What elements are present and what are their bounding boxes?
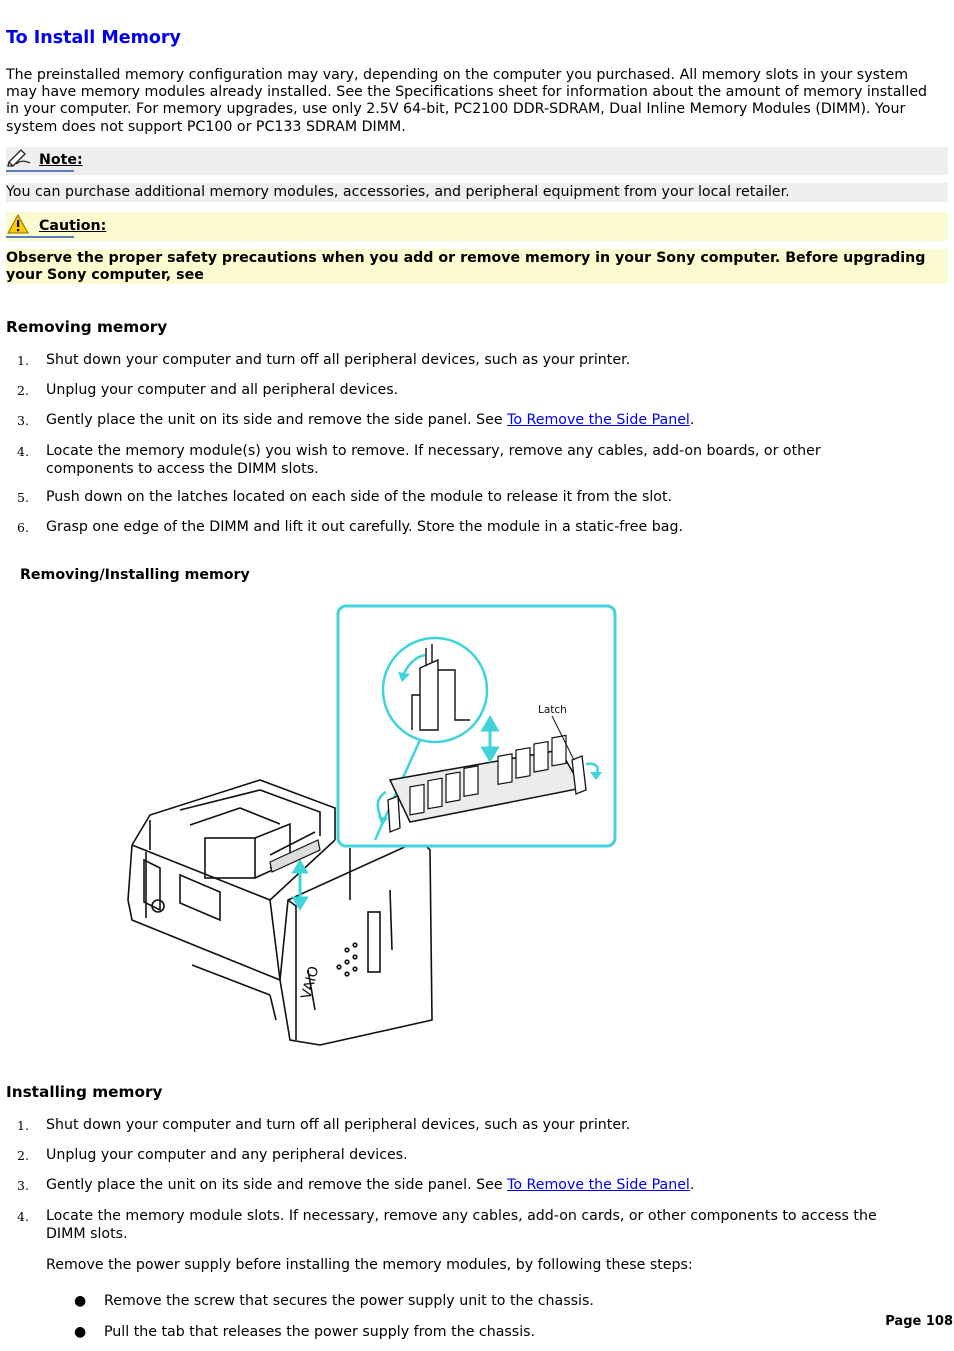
power-supply-intro: Remove the power supply before installing the memory modules, by following these steps: xyxy=(46,1257,693,1273)
removing-step-number: 3. xyxy=(17,413,29,428)
caution-header-bar xyxy=(6,212,948,241)
caution-label: Caution: xyxy=(39,218,107,234)
caution-text: Observe the proper safety precautions when you add or remove memory in your Sony computer. Before upgrading your Sony computer, see xyxy=(6,250,926,283)
vaio-logo: VAIO xyxy=(298,964,323,1002)
removing-step: Grasp one edge of the DIMM and lift it out carefully. Store the module in a static-free bag. xyxy=(46,519,683,535)
removing-step xyxy=(46,412,906,430)
caution-warning-icon xyxy=(7,214,29,238)
bullet-dot: ● xyxy=(74,1293,87,1309)
installing-step-period: . xyxy=(689,1177,695,1193)
power-supply-step: Pull the tab that releases the power supply from the chassis. xyxy=(104,1324,536,1340)
installing-heading: Installing memory xyxy=(6,1083,163,1101)
installing-step: Locate the memory module slots. If necessary, remove any cables, add-on cards, or other components to access the DIMM slots. xyxy=(46,1208,877,1242)
note-underline xyxy=(6,170,74,172)
removing-step-number: 1. xyxy=(17,353,29,368)
note-header-bar xyxy=(6,147,948,175)
power-supply-step: Remove the screw that secures the power supply unit to the chassis. xyxy=(104,1293,594,1309)
intro-paragraph: The preinstalled memory configuration may vary, depending on the computer you purchased. All memory slots in your system may have memory modules already installed. See the Specifications sheet for information about the amount of memory installed in your computer. For memory upgrades, use only 2.5V 64-bit, PC2100 DDR-SDRAM, Dual Inline Memory Modules (DIMM). Your system does not support PC100 or PC133 SDRAM DIMM. xyxy=(6,67,928,135)
page-number: Page 108 xyxy=(885,1314,953,1329)
removing-step: Unplug your computer and all peripheral devices. xyxy=(46,382,399,398)
removing-step: Push down on the latches located on each side of the module to release it from the slot. xyxy=(46,489,673,505)
installing-step-number: 1. xyxy=(17,1118,29,1133)
removing-step-number: 4. xyxy=(17,444,29,459)
installing-step-number: 2. xyxy=(17,1148,29,1163)
installing-step xyxy=(46,1177,906,1195)
installing-step: Unplug your computer and any peripheral devices. xyxy=(46,1147,408,1163)
page-title: To Install Memory xyxy=(6,28,181,48)
removing-step: Shut down your computer and turn off all peripheral devices, such as your printer. xyxy=(46,352,631,368)
removing-step-text: Gently place the unit on its side and remove the side panel. See xyxy=(46,412,508,428)
installing-step-text: Gently place the unit on its side and remove the side panel. See xyxy=(46,1177,508,1193)
bullet-dot: ● xyxy=(74,1324,87,1340)
removing-step-number: 2. xyxy=(17,383,29,398)
note-text: You can purchase additional memory modules, accessories, and peripheral equipment from your local retailer. xyxy=(6,184,790,200)
caution-underline xyxy=(6,236,74,238)
removing-heading: Removing memory xyxy=(6,318,168,336)
remove-side-panel-link[interactable]: To Remove the Side Panel xyxy=(507,1177,690,1193)
removing-step: Locate the memory module(s) you wish to remove. If necessary, remove any cables, add-on boards, or other components to access the DIMM slots. xyxy=(46,443,821,477)
removing-step-number: 5. xyxy=(17,490,29,505)
installing-step-number: 3. xyxy=(17,1178,29,1193)
remove-side-panel-link[interactable]: To Remove the Side Panel xyxy=(507,412,690,428)
installing-step: Shut down your computer and turn off all peripheral devices, such as your printer. xyxy=(46,1117,631,1133)
note-pencil-icon xyxy=(6,147,32,171)
installing-step-number: 4. xyxy=(17,1209,29,1224)
note-label: Note: xyxy=(39,152,83,168)
removing-step-period: . xyxy=(689,412,695,428)
latch-label: Latch xyxy=(538,704,567,716)
removing-step-number: 6. xyxy=(17,520,29,535)
figure-caption: Removing/Installing memory xyxy=(20,567,250,583)
memory-illustration xyxy=(120,600,620,1050)
